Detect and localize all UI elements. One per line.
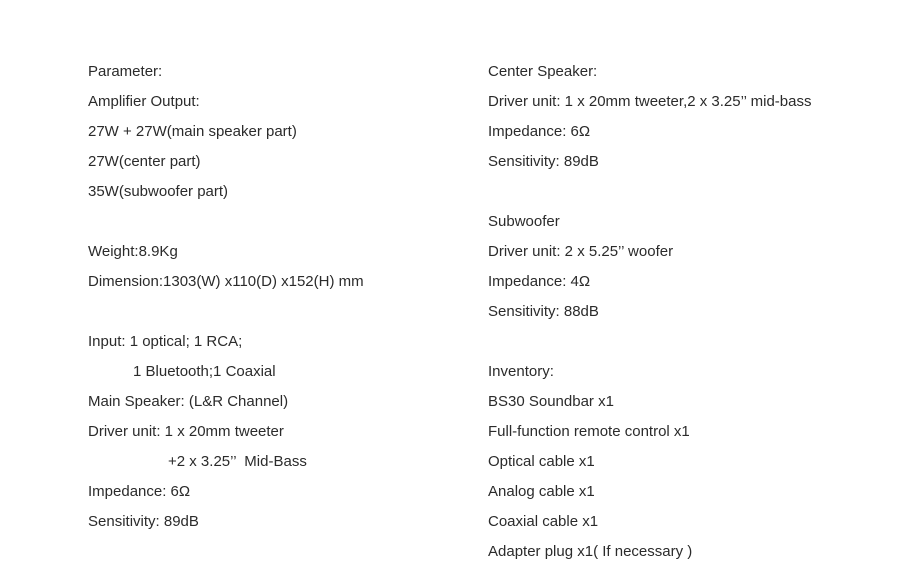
inventory-item: Coaxial cable x1: [488, 513, 599, 530]
blank-line: [488, 327, 888, 357]
main-sensitivity: Sensitivity: 89dB: [88, 513, 199, 530]
inventory-heading: Inventory:: [488, 363, 554, 380]
blank-line: [88, 297, 478, 327]
main-driver-unit: Driver unit: 1 x 20mm tweeter: [88, 423, 284, 440]
main-impedance: Impedance: 6Ω: [88, 483, 191, 500]
subwoofer-sensitivity: Sensitivity: 88dB: [488, 303, 599, 320]
right-spec-column: [488, 57, 888, 567]
center-sensitivity: Sensitivity: 89dB: [488, 153, 599, 170]
center-output-value: 27W(center part): [88, 153, 201, 170]
inventory-item: Adapter plug x1( If necessary ): [488, 543, 693, 560]
center-impedance: Impedance: 6Ω: [488, 123, 591, 140]
blank-line: [88, 207, 478, 237]
main-speaker-heading: Main Speaker: (L&R Channel): [88, 393, 289, 410]
blank-line: [488, 177, 888, 207]
input-value-continued: 1 Bluetooth;1 Coaxial: [133, 363, 276, 380]
amplifier-output-heading: Amplifier Output:: [88, 93, 200, 110]
subwoofer-driver-unit: Driver unit: 2 x 5.25’’ woofer: [488, 243, 674, 260]
input-value: Input: 1 optical; 1 RCA;: [88, 333, 243, 350]
center-speaker-heading: Center Speaker:: [488, 63, 598, 80]
weight-value: Weight:8.9Kg: [88, 243, 178, 260]
inventory-item: Full-function remote control x1: [488, 423, 690, 440]
center-driver-unit: Driver unit: 1 x 20mm tweeter,2 x 3.25’’ mid-bass: [488, 93, 812, 110]
dimension-value: Dimension:1303(W) x110(D) x152(H) mm: [88, 273, 364, 290]
main-driver-unit-continued: +2 x 3.25’’ Mid-Bass: [168, 453, 307, 470]
main-output-value: 27W + 27W(main speaker part): [88, 123, 297, 140]
subwoofer-output-value: 35W(subwoofer part): [88, 183, 229, 200]
inventory-item: Analog cable x1: [488, 483, 595, 500]
inventory-item: BS30 Soundbar x1: [488, 393, 614, 410]
subwoofer-heading: Subwoofer: [488, 213, 560, 230]
parameter-heading: Parameter:: [88, 63, 163, 80]
inventory-item: Optical cable x1: [488, 453, 595, 470]
left-spec-column: [88, 57, 478, 537]
subwoofer-impedance: Impedance: 4Ω: [488, 273, 591, 290]
